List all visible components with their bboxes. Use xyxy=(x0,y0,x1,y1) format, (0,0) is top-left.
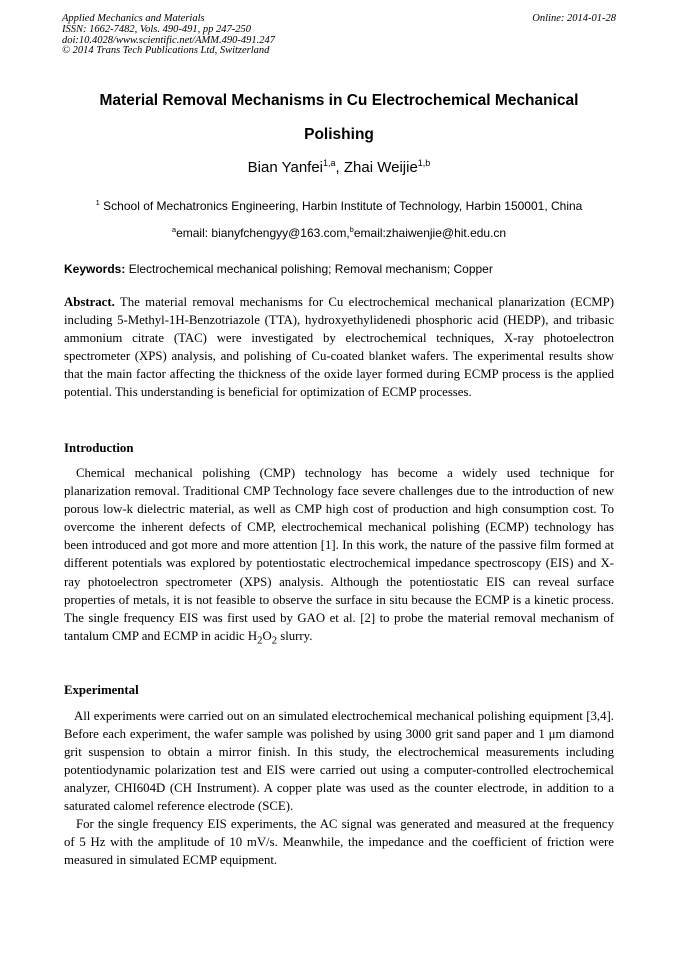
email-a: email: bianyfchengyy@163.com, xyxy=(176,226,350,240)
keywords-label: Keywords: xyxy=(64,262,126,276)
formula-part: O xyxy=(262,628,272,643)
author-affiliation-marker: 1,b xyxy=(417,158,431,168)
author-emails xyxy=(40,226,638,240)
experimental-paragraph-1: All experiments were carried out on an simulated electrochemical mechanical polishing equipment [3,4]. Before each experiment, the wafer sample was polished by using 3000 grit sand paper and 1 μm diamond grit suspension to obtain a mirror finish. In this study, the electrochemical measurements including potentiodynamic polarization test and EIS were carried out using a computer-controlled electrochemical analyzer, CHI604D (CH Instrument). A copper plate was used as the counter electrode, in addition to a saturated calomel reference electrode (SCE). xyxy=(64,709,614,814)
author-affiliation-marker: 1,a xyxy=(323,158,336,168)
abstract-label: Abstract. xyxy=(64,295,115,309)
doi-line: doi:10.4028/www.scientific.net/AMM.490-491.247 xyxy=(62,34,275,46)
email-b: email:zhaiwenjie@hit.edu.cn xyxy=(353,226,507,240)
author-name: Zhai Weijie xyxy=(343,159,418,176)
journal-header xyxy=(62,14,616,57)
subscript: 2 xyxy=(271,635,278,647)
email-marker: a xyxy=(171,225,177,234)
introduction-text-end: slurry. xyxy=(277,628,313,643)
affiliation xyxy=(40,199,638,213)
affiliation-marker: 1 xyxy=(95,198,100,207)
abstract xyxy=(64,293,614,402)
paper-title-line-2: Polishing xyxy=(304,126,374,143)
subscript: 2 xyxy=(257,635,263,647)
copyright-line: © 2014 Trans Tech Publications Ltd, Switzerland xyxy=(62,45,270,57)
online-date: Online: 2014-01-28 xyxy=(532,13,616,24)
journal-name: Applied Mechanics and Materials xyxy=(62,13,205,24)
paper-title-line-1: Material Removal Mechanisms in Cu Electrochemical Mechanical xyxy=(99,92,579,109)
affiliation-text: School of Mechatronics Engineering, Harbin Institute of Technology, Harbin 150001, China xyxy=(99,199,583,213)
issn-line: ISSN: 1662-7482, Vols. 490-491, pp 247-250 xyxy=(62,23,251,35)
author-name: Bian Yanfei xyxy=(247,159,324,176)
section-heading-experimental: Experimental xyxy=(64,683,139,697)
keywords-text: Electrochemical mechanical polishing; Removal mechanism; Copper xyxy=(125,262,493,276)
author-list xyxy=(40,159,638,176)
section-heading-introduction: Introduction xyxy=(64,441,134,455)
introduction-text: Chemical mechanical polishing (CMP) technology has become a widely used technique for planarization removal. Traditional CMP Technology face severe challenges due to the introduction of new porous low-k dielectric material, as well as CMP high cost of production and high consumption cost. To overcome the inherent defects of CMP, electrochemical mechanical polishing (ECMP) technology has been introduced and got more and more attention [1]. In this work, the nature of the passive film formed at different potentials was explored by potentiostatic electrochemical impedance spectroscopy (EIS) and X-ray photoelectron spectrometer (XPS) analysis. Although the potentiostatic EIS can reveal surface properties of metals, it is not feasible to observe the surface in situ because the ECMP is a kinetic process. The single frequency EIS was first used by GAO et al. [2] to probe the material removal mechanism of tantalum CMP and ECMP in acidic H xyxy=(64,466,614,643)
experimental-paragraph-2: For the single frequency EIS experiments, the AC signal was generated and measured at the frequency of 5 Hz with the amplitude of 10 mV/s. Meanwhile, the impedance and the coefficient of friction were measured in simulated ECMP equipment. xyxy=(64,817,614,868)
abstract-text: The material removal mechanisms for Cu electrochemical mechanical planarization (ECMP) including 5-Methyl-1H-Benzotriazole (TTA), hydroxyethylidenedi phosphoric acid (HEDP), and tribasic ammonium citrate (TAC) were investigated by electrochemical techniques, X-ray photoelectron spectrometer (XPS) analysis, and polishing of Cu-coated blanket wafers. The experimental results show that the main factor affecting the thickness of the oxide layer formed during ECMP process is the applied potential. This understanding is beneficial for optimization of ECMP processes. xyxy=(64,295,614,400)
author-separator: , xyxy=(335,159,344,176)
introduction-paragraph xyxy=(64,464,614,650)
keywords xyxy=(64,262,624,276)
email-marker: b xyxy=(349,225,354,234)
